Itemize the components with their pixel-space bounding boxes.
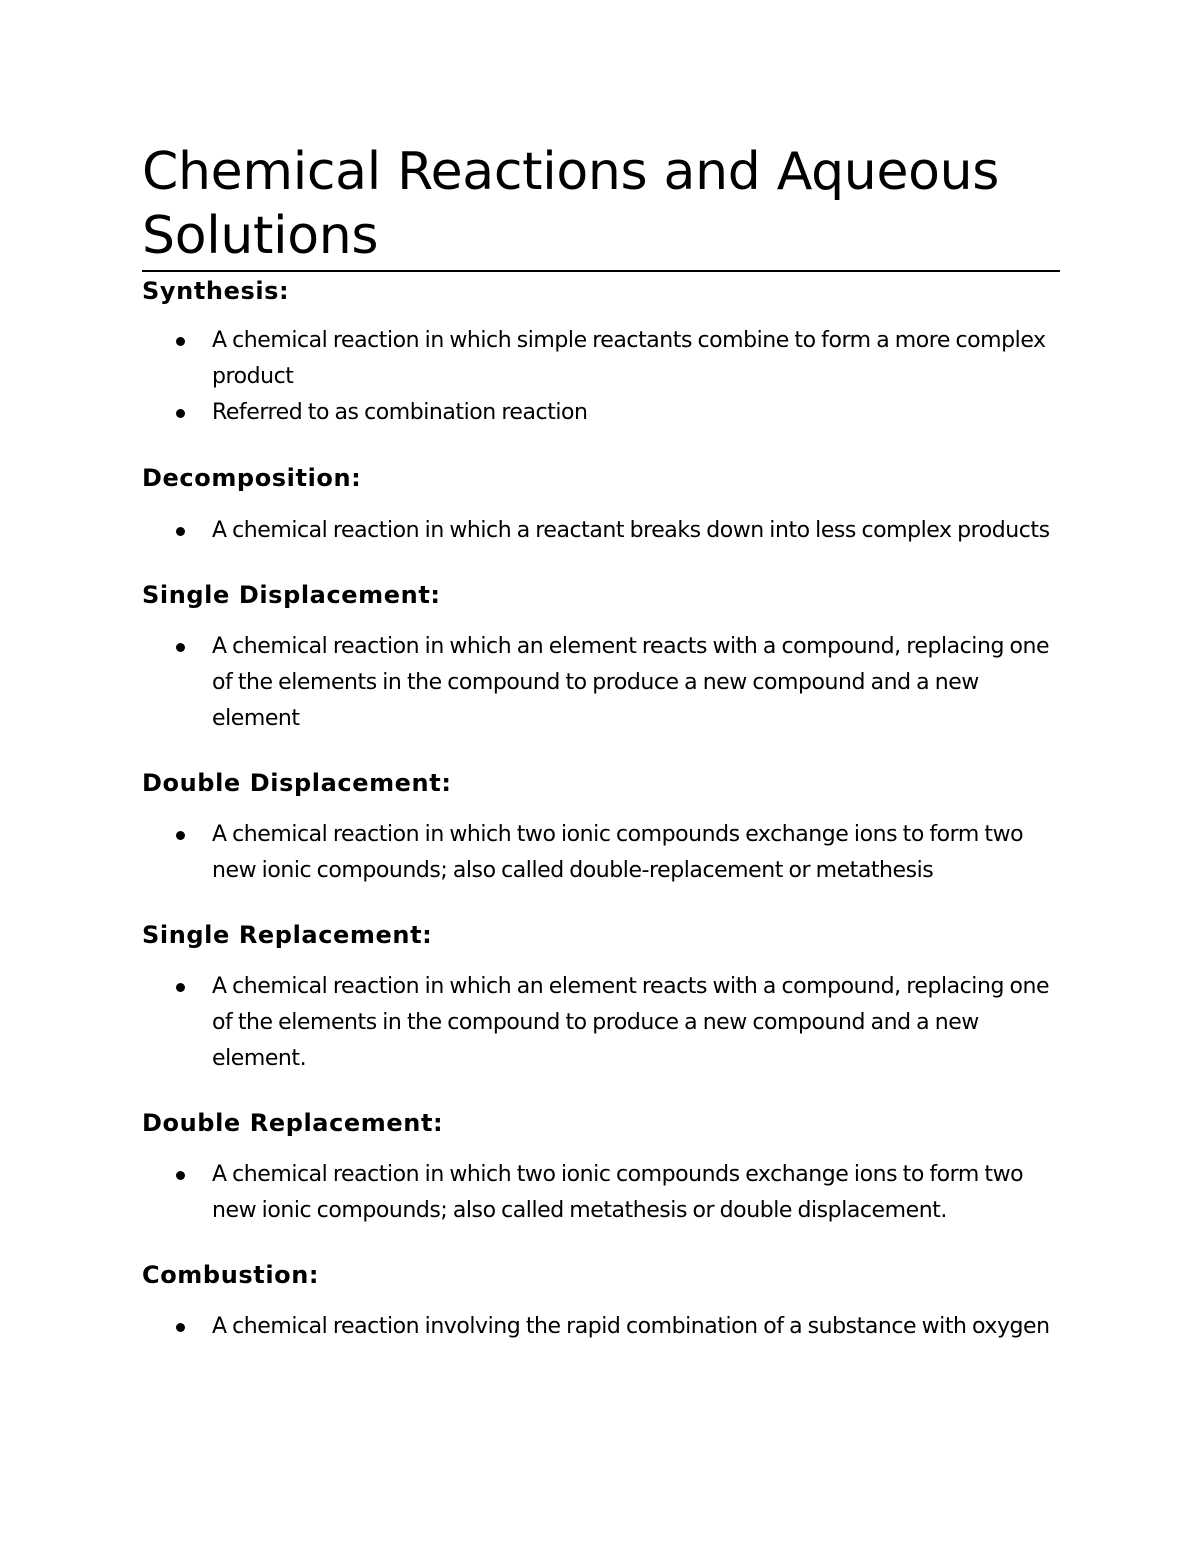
bullet-icon [176, 409, 185, 418]
bullet-text: A chemical reaction in which two ionic compounds exchange ions to form two new ionic compounds; also called double-replacement or metathesis [212, 822, 1024, 883]
bullet-list [142, 513, 1060, 549]
bullet-list [142, 817, 1060, 889]
section-single-displacement [142, 580, 1060, 737]
section-heading: Decomposition: [142, 464, 362, 492]
bullet-text: A chemical reaction involving the rapid combination of a substance with oxygen [212, 1314, 1050, 1339]
section-combustion [142, 1260, 1060, 1345]
bullet-icon [176, 527, 185, 536]
section-single-replacement [142, 920, 1060, 1077]
bullet-icon [176, 337, 185, 346]
section-heading: Synthesis: [142, 277, 290, 305]
bullet-text: A chemical reaction in which a reactant breaks down into less complex products [212, 518, 1050, 543]
bullet-item [142, 513, 1060, 549]
section-heading: Single Replacement: [142, 921, 433, 949]
bullet-text: Referred to as combination reaction [212, 400, 588, 425]
bullet-icon [176, 1171, 185, 1180]
section-synthesis [142, 276, 1060, 431]
bullet-item [142, 395, 1060, 431]
bullet-icon [176, 643, 185, 652]
section-double-replacement [142, 1108, 1060, 1229]
bullet-item [142, 1309, 1060, 1345]
bullet-text: A chemical reaction in which an element reacts with a compound, replacing one of the elements in the compound to produce a new compound and a new element [212, 634, 1050, 731]
document-title: Chemical Reactions and Aqueous Solutions [142, 140, 1060, 272]
document-page [142, 140, 1060, 1345]
bullet-icon [176, 983, 185, 992]
bullet-list [142, 1309, 1060, 1345]
bullet-icon [176, 831, 185, 840]
bullet-list [142, 629, 1060, 737]
section-double-displacement [142, 768, 1060, 889]
bullet-text: A chemical reaction in which two ionic compounds exchange ions to form two new ionic compounds; also called metathesis or double displacement. [212, 1162, 1024, 1223]
section-heading: Combustion: [142, 1261, 320, 1289]
bullet-item [142, 817, 1060, 889]
bullet-list [142, 969, 1060, 1077]
bullet-text: A chemical reaction in which an element reacts with a compound, replacing one of the elements in the compound to produce a new compound and a new element. [212, 974, 1050, 1071]
bullet-icon [176, 1323, 185, 1332]
bullet-list [142, 1157, 1060, 1229]
bullet-item [142, 323, 1060, 395]
section-heading: Single Displacement: [142, 581, 441, 609]
bullet-item [142, 1157, 1060, 1229]
bullet-text: A chemical reaction in which simple reactants combine to form a more complex product [212, 328, 1046, 389]
bullet-item [142, 969, 1060, 1077]
bullet-list [142, 323, 1060, 431]
section-decomposition [142, 463, 1060, 549]
section-heading: Double Replacement: [142, 1109, 444, 1137]
bullet-item [142, 629, 1060, 737]
section-heading: Double Displacement: [142, 769, 452, 797]
